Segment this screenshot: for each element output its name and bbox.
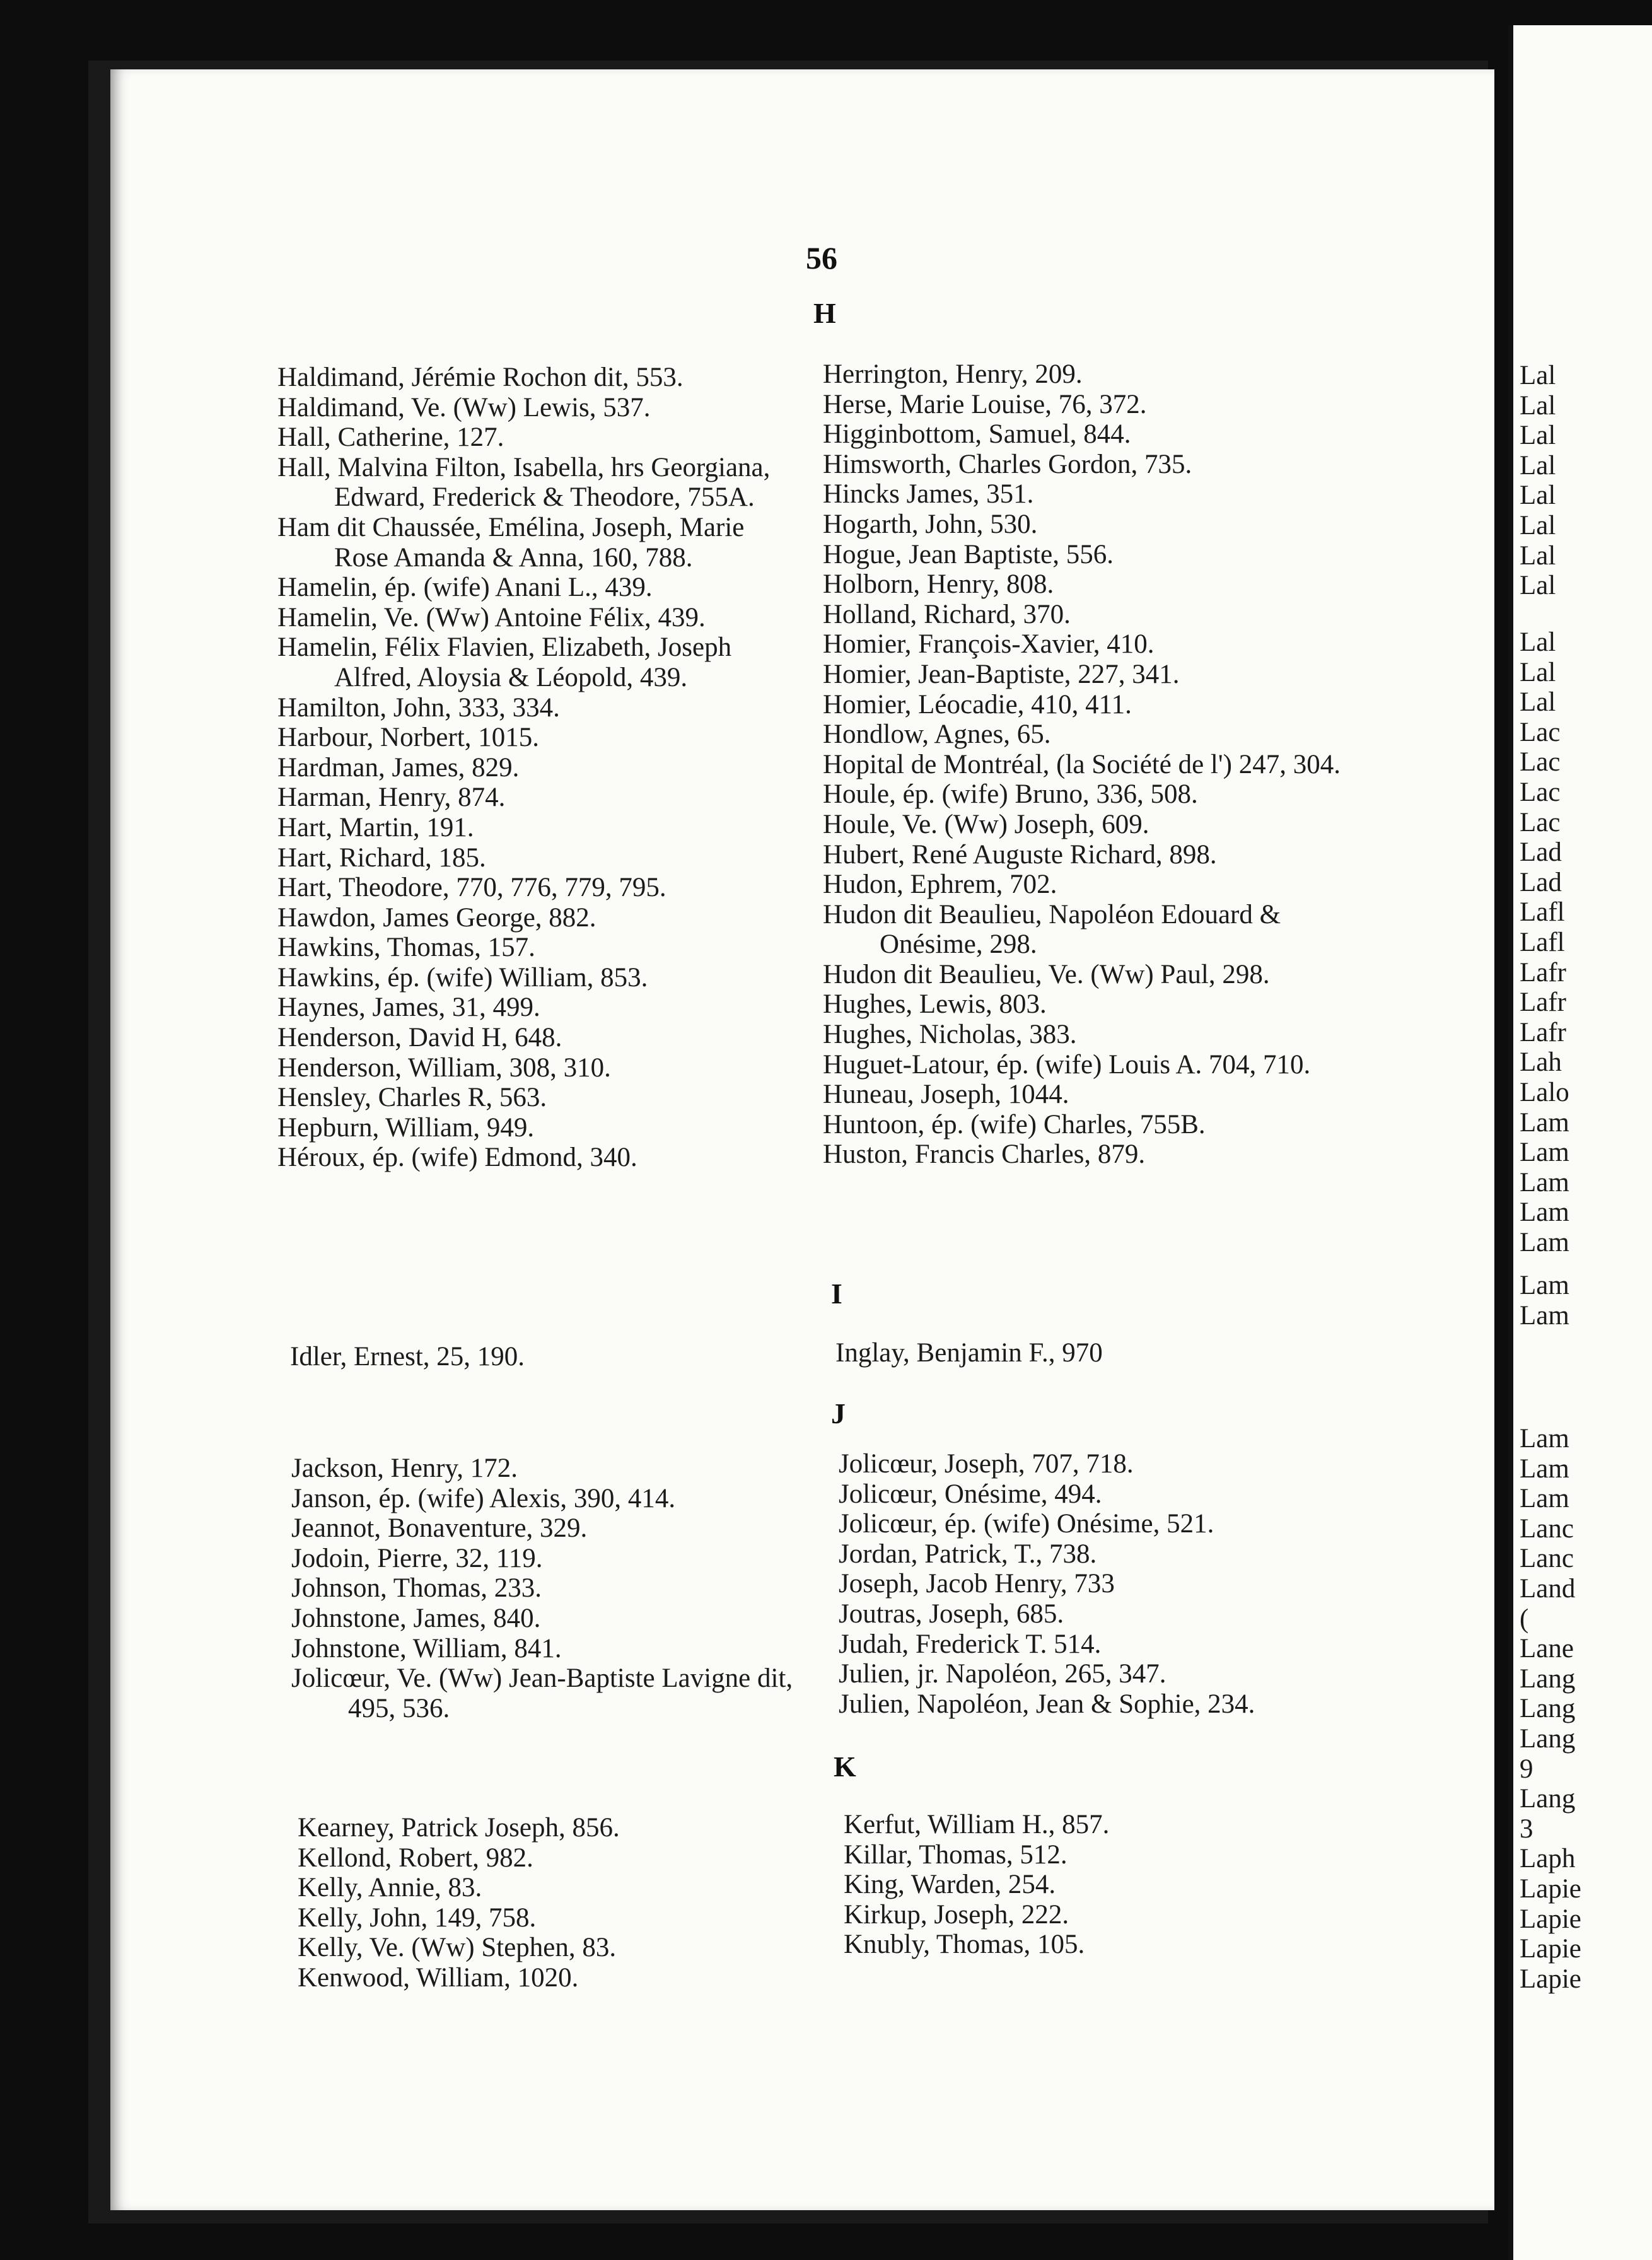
adjacent-entry-fragment: Lac	[1520, 747, 1561, 778]
index-entry: Kirkup, Joseph, 222.	[844, 1899, 1069, 1930]
adjacent-entry-fragment: Lal	[1520, 510, 1556, 540]
index-entry: Hopital de Montréal, (la Société de l') 247, 304.	[823, 749, 1341, 779]
section-k-left-column	[298, 1813, 821, 1993]
adjacent-entry-fragment: Land	[1520, 1573, 1576, 1604]
index-entry: Hensley, Charles R, 563.	[277, 1083, 547, 1113]
adjacent-entry-fragment: Lam	[1520, 1484, 1569, 1514]
adjacent-entry-fragment: Lapie	[1520, 1964, 1581, 1994]
index-entry: Jolicœur, Joseph, 707, 718.	[839, 1449, 1134, 1479]
adjacent-entry-fragment: Lam	[1520, 1271, 1569, 1300]
index-entry: Hubert, René Auguste Richard, 898.	[823, 839, 1217, 870]
index-entry: Hall, Malvina Filton, Isabella, hrs Georgiana, Edward, Frederick & Theodore, 755A.	[277, 452, 771, 513]
adjacent-entry-fragment: Lam	[1520, 1227, 1569, 1257]
index-entry: Hawdon, James George, 882.	[277, 902, 596, 933]
index-entry: Henderson, David H, 648.	[277, 1023, 562, 1053]
index-entry: Himsworth, Charles Gordon, 735.	[823, 449, 1192, 479]
index-entry: Jolicœur, ép. (wife) Onésime, 521.	[839, 1509, 1214, 1539]
index-entry: Hudon, Ephrem, 702.	[823, 870, 1057, 900]
index-entry: Julien, jr. Napoléon, 265, 347.	[839, 1659, 1166, 1689]
page-number: 56	[806, 240, 837, 276]
index-entry: Houle, Ve. (Ww) Joseph, 609.	[823, 809, 1149, 839]
index-entry: Haynes, James, 31, 499.	[277, 993, 540, 1023]
index-entry: Joutras, Joseph, 685.	[839, 1599, 1064, 1629]
adjacent-entry-fragment: Lac	[1520, 777, 1561, 807]
adjacent-entry-fragment: Lad	[1520, 867, 1562, 897]
index-entry: Hawkins, ép. (wife) William, 853.	[277, 962, 648, 993]
adjacent-entry-fragment: Lal	[1520, 687, 1556, 718]
section-j-right-column	[839, 1449, 1381, 1719]
index-entry: Hogue, Jean Baptiste, 556.	[823, 539, 1114, 569]
index-entry: Judah, Frederick T. 514.	[839, 1629, 1102, 1659]
adjacent-entry-fragment: Lafr	[1520, 1017, 1566, 1047]
adjacent-entry-fragment: Lam	[1520, 1167, 1569, 1197]
adjacent-entry-fragment: Lanc	[1520, 1513, 1574, 1544]
adjacent-entry-fragment: 9	[1520, 1754, 1533, 1784]
index-entry: Holborn, Henry, 808.	[823, 569, 1054, 600]
index-entry: Kelly, Annie, 83.	[298, 1873, 482, 1903]
section-j-left-column	[291, 1453, 815, 1723]
section-i-right-column	[835, 1338, 1378, 1368]
adjacent-page-group-3	[1520, 1271, 1569, 1331]
index-entry: Joseph, Jacob Henry, 733	[839, 1569, 1115, 1599]
adjacent-entry-fragment: Lam	[1520, 1300, 1569, 1331]
index-entry: Huntoon, ép. (wife) Charles, 755B.	[823, 1109, 1206, 1139]
adjacent-entry-fragment: Lal	[1520, 450, 1556, 481]
adjacent-page	[1508, 25, 1652, 2260]
adjacent-entry-fragment: Lah	[1520, 1047, 1562, 1078]
section-h-left-column	[277, 363, 801, 1173]
adjacent-entry-fragment: Lal	[1520, 390, 1556, 421]
index-entry: Johnson, Thomas, 233.	[291, 1573, 542, 1604]
index-entry: Hogarth, John, 530.	[823, 509, 1038, 539]
index-entry: Huguet-Latour, ép. (wife) Louis A. 704, 710.	[823, 1049, 1311, 1080]
adjacent-entry-fragment: Lafl	[1520, 897, 1565, 928]
adjacent-entry-fragment: Lang	[1520, 1723, 1576, 1754]
index-entry: Jeannot, Bonaventure, 329.	[291, 1513, 588, 1544]
index-entry: Hudon dit Beaulieu, Ve. (Ww) Paul, 298.	[823, 959, 1270, 989]
adjacent-entry-fragment: (	[1520, 1604, 1529, 1634]
index-entry: Hincks James, 351.	[823, 479, 1034, 510]
index-entry: Kearney, Patrick Joseph, 856.	[298, 1813, 620, 1843]
adjacent-entry-fragment: Lang	[1520, 1663, 1576, 1694]
index-entry: Houle, ép. (wife) Bruno, 336, 508.	[823, 779, 1198, 810]
index-entry: Hepburn, William, 949.	[277, 1112, 535, 1143]
index-entry: Homier, Léocadie, 410, 411.	[823, 689, 1132, 719]
index-entry: Hughes, Nicholas, 383.	[823, 1020, 1077, 1050]
index-entry: Héroux, ép. (wife) Edmond, 340.	[277, 1143, 637, 1173]
index-entry: Jolicœur, Onésime, 494.	[839, 1479, 1102, 1509]
index-entry: Huneau, Joseph, 1044.	[823, 1080, 1069, 1110]
adjacent-entry-fragment: Lac	[1520, 717, 1561, 747]
adjacent-page-group-2	[1520, 627, 1569, 1257]
adjacent-entry-fragment: Lal	[1520, 571, 1556, 601]
section-heading-k: K	[834, 1750, 856, 1783]
index-entry: Hamelin, ép. (wife) Anani L., 439.	[277, 573, 653, 603]
index-entry: Hudon dit Beaulieu, Napoléon Edouard & Onésime, 298.	[823, 899, 1281, 960]
adjacent-entry-fragment: Lal	[1520, 421, 1556, 451]
index-entry: Henderson, William, 308, 310.	[277, 1052, 611, 1083]
adjacent-entry-fragment: Lafr	[1520, 987, 1566, 1018]
section-heading-h: H	[813, 297, 836, 329]
section-heading-j: J	[831, 1397, 846, 1430]
index-entry: Homier, François-Xavier, 410.	[823, 629, 1155, 660]
adjacent-entry-fragment: Lam	[1520, 1453, 1569, 1484]
index-entry: Hughes, Lewis, 803.	[823, 989, 1047, 1020]
adjacent-entry-fragment: Lal	[1520, 657, 1556, 687]
adjacent-entry-fragment: Lafr	[1520, 957, 1566, 987]
section-h-right-column	[823, 359, 1365, 1170]
index-entry: Hart, Martin, 191.	[277, 812, 474, 842]
index-entry: Herse, Marie Louise, 76, 372.	[823, 389, 1147, 419]
index-entry: Hawkins, Thomas, 157.	[277, 933, 535, 963]
index-entry: Julien, Napoléon, Jean & Sophie, 234.	[839, 1689, 1255, 1719]
adjacent-page-group-4	[1520, 1424, 1581, 1994]
index-entry: Harman, Henry, 874.	[277, 783, 506, 813]
adjacent-entry-fragment: Lanc	[1520, 1544, 1574, 1574]
index-entry: Hart, Theodore, 770, 776, 779, 795.	[277, 873, 666, 903]
index-entry: Haldimand, Ve. (Ww) Lewis, 537.	[277, 392, 651, 422]
index-entry: Hamelin, Félix Flavien, Elizabeth, Joseph Alfred, Aloysia & Léopold, 439.	[277, 632, 732, 692]
index-entry: Huston, Francis Charles, 879.	[823, 1139, 1146, 1170]
index-entry: Kellond, Robert, 982.	[298, 1843, 533, 1873]
index-entry: Homier, Jean-Baptiste, 227, 341.	[823, 659, 1180, 689]
index-entry: Johnstone, William, 841.	[291, 1633, 562, 1663]
index-entry: Jackson, Henry, 172.	[291, 1453, 518, 1483]
index-entry: Hamilton, John, 333, 334.	[277, 692, 560, 723]
adjacent-entry-fragment: Lal	[1520, 481, 1556, 511]
adjacent-entry-fragment: Lang	[1520, 1694, 1576, 1724]
adjacent-entry-fragment: Lapie	[1520, 1873, 1581, 1904]
adjacent-entry-fragment: Lapie	[1520, 1904, 1581, 1934]
adjacent-entry-fragment: 3	[1520, 1814, 1533, 1844]
adjacent-entry-fragment: Lam	[1520, 1107, 1569, 1138]
adjacent-entry-fragment: Lalo	[1520, 1077, 1569, 1107]
adjacent-entry-fragment: Lafl	[1520, 927, 1565, 957]
section-heading-i: I	[831, 1278, 842, 1310]
adjacent-entry-fragment: Lane	[1520, 1634, 1574, 1664]
adjacent-entry-fragment: Lal	[1520, 361, 1556, 390]
index-entry: Hamelin, Ve. (Ww) Antoine Félix, 439.	[277, 602, 706, 632]
index-entry: Janson, ép. (wife) Alexis, 390, 414.	[291, 1483, 676, 1513]
index-entry: Jordan, Patrick, T., 738.	[839, 1539, 1097, 1569]
adjacent-page-group-1	[1520, 361, 1556, 601]
index-entry: Holland, Richard, 370.	[823, 599, 1071, 629]
index-entry: Killar, Thomas, 512.	[844, 1839, 1067, 1870]
index-entry: Kelly, John, 149, 758.	[298, 1902, 537, 1933]
index-entry: Jodoin, Pierre, 32, 119.	[291, 1543, 543, 1573]
index-entry: Harbour, Norbert, 1015.	[277, 723, 540, 753]
adjacent-entry-fragment: Lac	[1520, 807, 1561, 837]
index-entry: Herrington, Henry, 209.	[823, 359, 1083, 389]
index-entry: Hardman, James, 829.	[277, 752, 520, 783]
index-entry: Ham dit Chaussée, Emélina, Joseph, Marie Rose Amanda & Anna, 160, 788.	[277, 512, 745, 573]
index-entry: Kenwood, William, 1020.	[298, 1962, 579, 1993]
index-entry: King, Warden, 254.	[844, 1870, 1056, 1900]
adjacent-entry-fragment: Lal	[1520, 627, 1556, 657]
index-entry: Kelly, Ve. (Ww) Stephen, 83.	[298, 1933, 617, 1963]
adjacent-entry-fragment: Lal	[1520, 540, 1556, 571]
adjacent-entry-fragment: Lapie	[1520, 1934, 1581, 1964]
index-entry: Inglay, Benjamin F., 970	[835, 1338, 1103, 1368]
index-entry: Kerfut, William H., 857.	[844, 1810, 1110, 1839]
adjacent-entry-fragment: Lam	[1520, 1197, 1569, 1228]
adjacent-entry-fragment: Laph	[1520, 1844, 1576, 1874]
index-entry: Hart, Richard, 185.	[277, 842, 486, 873]
index-entry: Hondlow, Agnes, 65.	[823, 719, 1051, 750]
index-entry: Knubly, Thomas, 105.	[844, 1930, 1085, 1960]
index-entry: Hall, Catherine, 127.	[277, 422, 504, 453]
section-i-left-column	[290, 1342, 813, 1372]
index-entry: Jolicœur, Ve. (Ww) Jean-Baptiste Lavigne dit, 495, 536.	[291, 1663, 793, 1723]
index-entry: Higginbottom, Samuel, 844.	[823, 419, 1131, 450]
section-k-right-column	[844, 1810, 1386, 1960]
index-entry: Idler, Ernest, 25, 190.	[290, 1342, 525, 1372]
index-entry: Haldimand, Jérémie Rochon dit, 553.	[277, 363, 683, 392]
adjacent-entry-fragment: Lam	[1520, 1424, 1569, 1453]
adjacent-entry-fragment: Lang	[1520, 1784, 1576, 1814]
adjacent-entry-fragment: Lam	[1520, 1138, 1569, 1168]
index-entry: Johnstone, James, 840.	[291, 1603, 541, 1633]
adjacent-entry-fragment: Lad	[1520, 837, 1562, 868]
